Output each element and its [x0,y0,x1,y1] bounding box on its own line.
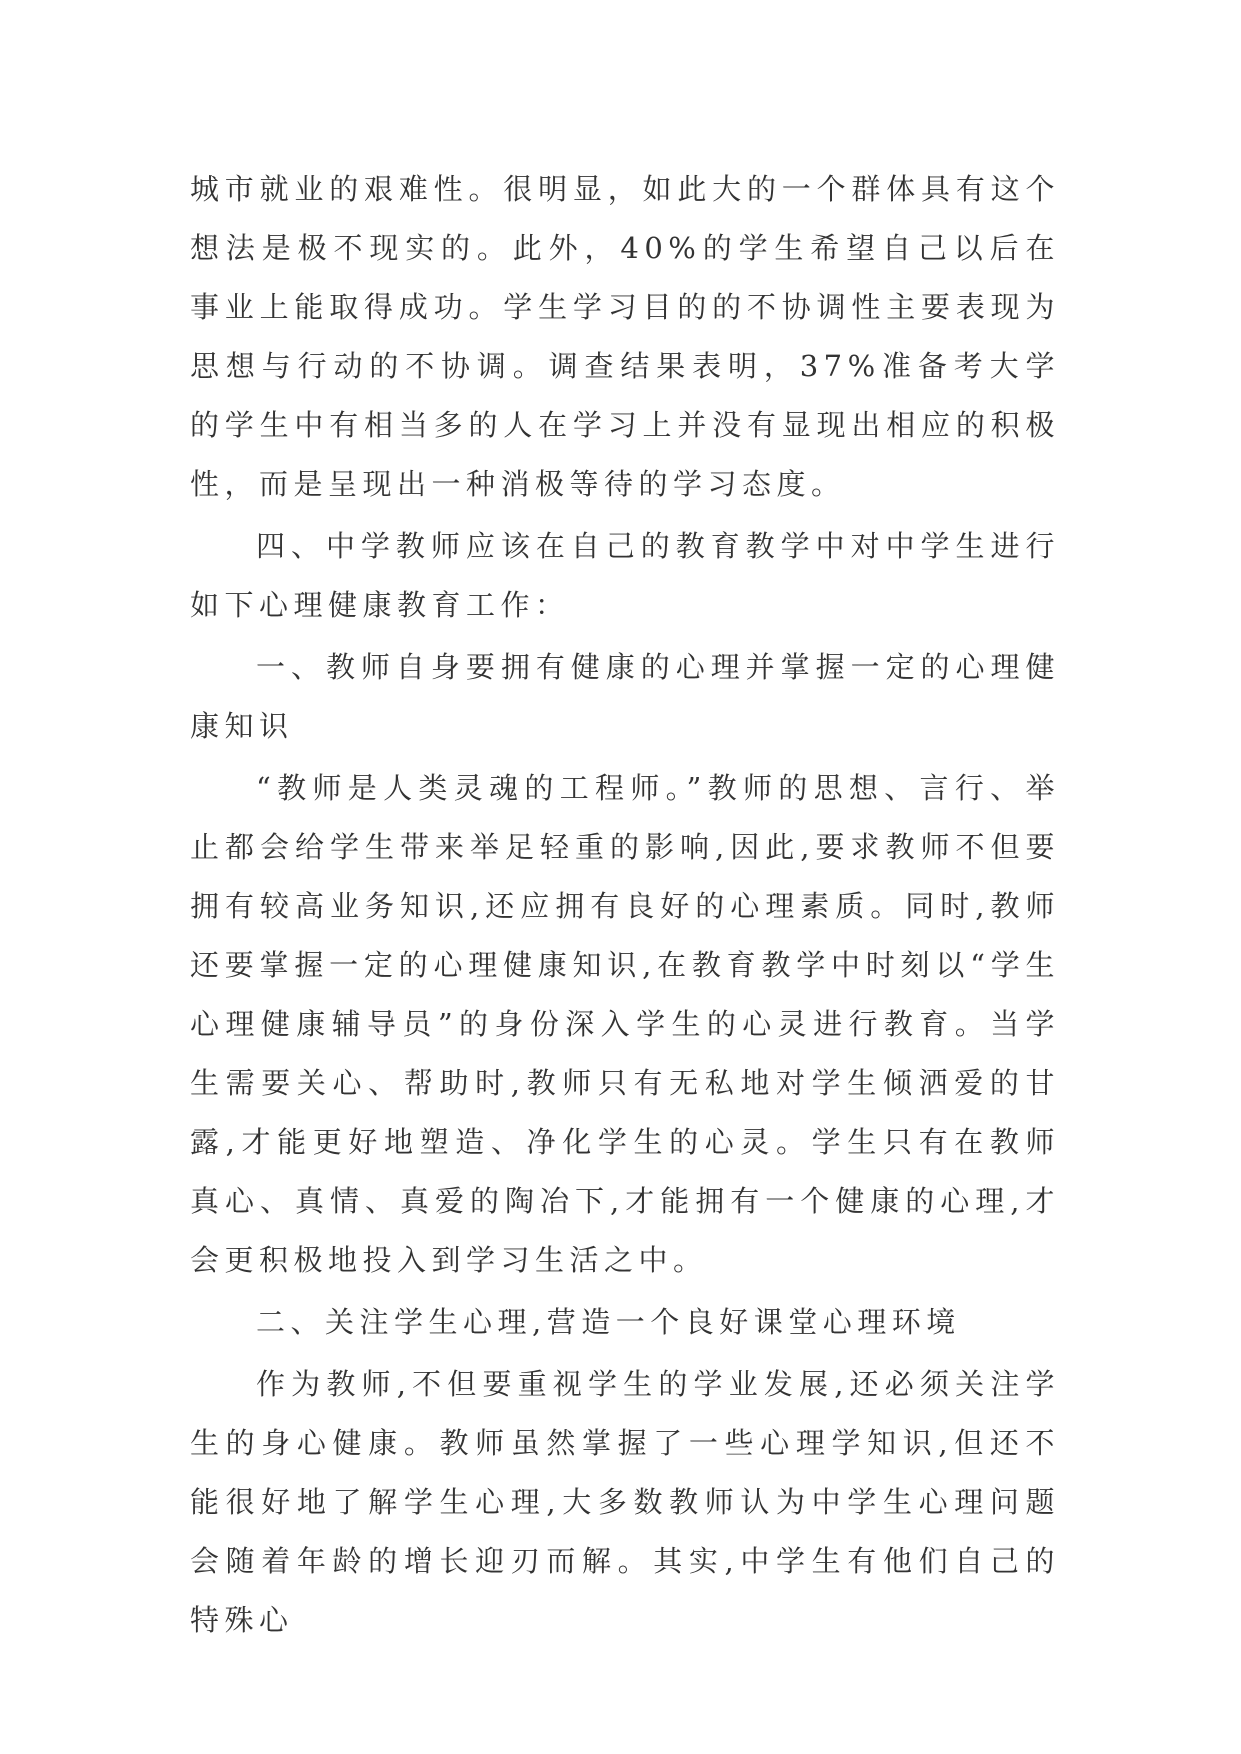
paragraph-5: 二、关注学生心理,营造一个良好课堂心理环境 [256,1305,961,1339]
paragraph-2: 四、中学教师应该在自己的教育教学中对中学生进行如下心理健康教育工作： [190,529,1060,622]
paragraph-3: 一、教师自身要拥有健康的心理并掌握一定的心理健康知识 [190,650,1060,743]
paragraph-1: 城市就业的艰难性。很明显，如此大的一个群体具有这个想法是极不现实的。此外，40%的学生希望自己以后在事业上能取得成功。学生学习目的的不协调性主要表现为思想与行动的不协调。调查结果表明，37%准备考大学的学生中有相当多的人在学习上并没有显现出相应的积极性，而是呈现出一种消极等待的学习态度。 [190,172,1060,501]
document-body [190,160,1060,1650]
paragraph-4: “教师是人类灵魂的工程师。”教师的思想、言行、举止都会给学生带来举足轻重的影响,因此,要求教师不但要拥有较高业务知识,还应拥有良好的心理素质。同时,教师还要掌握一定的心理健康知识,在教育教学中时刻以“学生心理健康辅导员”的身份深入学生的心灵进行教育。当学生需要关心、帮助时,教师只有无私地对学生倾洒爱的甘露,才能更好地塑造、净化学生的心灵。学生只有在教师真心、真情、真爱的陶冶下,才能拥有一个健康的心理,才会更积极地投入到学习生活之中。 [190,771,1060,1277]
paragraph-6: 作为教师,不但要重视学生的学业发展,还必须关注学生的身心健康。教师虽然掌握了一些心理学知识,但还不能很好地了解学生心理,大多数教师认为中学生心理问题会随着年龄的增长迎刃而解。其实,中学生有他们自己的特殊心 [190,1367,1061,1637]
